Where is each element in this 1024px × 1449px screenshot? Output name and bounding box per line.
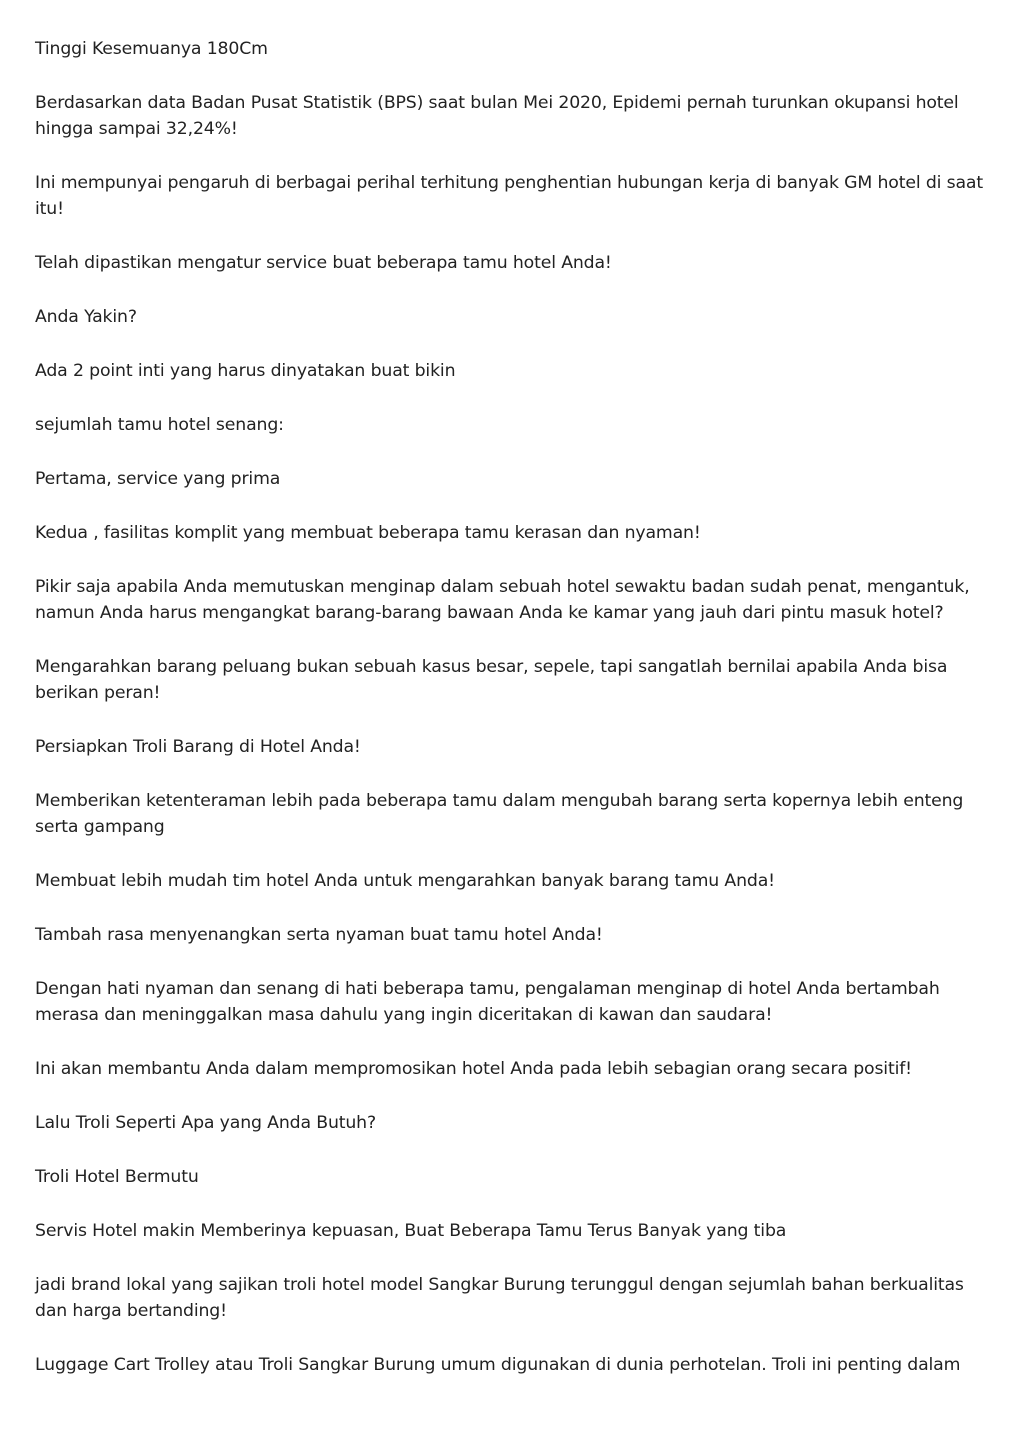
paragraph-easier-team: Membuat lebih mudah tim hotel Anda untuk mengarahkan banyak barang tamu Anda! <box>35 871 775 891</box>
paragraph-luggage-cart: Luggage Cart Trolley atau Troli Sangkar Burung umum digunakan di dunia perhotelan. Troli ini penting dalam <box>35 1355 961 1375</box>
paragraph-promote: Ini akan membantu Anda dalam mempromosikan hotel Anda pada lebih sebagian orang secara positif! <box>35 1059 912 1079</box>
document-body <box>35 36 995 1406</box>
paragraph-quality-trolley: Troli Hotel Bermutu <box>35 1167 199 1187</box>
paragraph-are-you-sure: Anda Yakin? <box>35 307 137 327</box>
paragraph-service-satisfaction: Servis Hotel makin Memberinya kepuasan, Buat Beberapa Tamu Terus Banyak yang tiba <box>35 1221 787 1241</box>
paragraph-which-trolley: Lalu Troli Seperti Apa yang Anda Butuh? <box>35 1113 376 1133</box>
paragraph-local-brand: jadi brand lokal yang sajikan troli hotel model Sangkar Burung terunggul dengan sejumlah bahan berkualitas dan harga bertanding! <box>35 1275 964 1321</box>
paragraph-pleasant: Tambah rasa menyenangkan serta nyaman buat tamu hotel Anda! <box>35 925 603 945</box>
paragraph-second-point: Kedua , fasilitas komplit yang membuat beberapa tamu kerasan dan nyaman! <box>35 523 701 543</box>
paragraph-comfort: Memberikan ketenteraman lebih pada beberapa tamu dalam mengubah barang serta kopernya lebih enteng serta gampang <box>35 791 964 837</box>
paragraph-first-point: Pertama, service yang prima <box>35 469 281 489</box>
paragraph-luggage-handling: Mengarahkan barang peluang bukan sebuah kasus besar, sepele, tapi sangatlah bernilai apabila Anda bisa berikan peran! <box>35 657 948 703</box>
paragraph-guests-happy: sejumlah tamu hotel senang: <box>35 415 284 435</box>
paragraph-experience: Dengan hati nyaman dan senang di hati beberapa tamu, pengalaman menginap di hotel Anda bertambah merasa dan meninggalkan masa dahulu yang ingin diceritakan di kawan dan saudara! <box>35 979 940 1025</box>
paragraph-bps-occupancy: Berdasarkan data Badan Pusat Statistik (BPS) saat bulan Mei 2020, Epidemi pernah turunkan okupansi hotel hingga sampai 32,24%! <box>35 93 959 139</box>
paragraph-impact: Ini mempunyai pengaruh di berbagai perihal terhitung penghentian hubungan kerja di banyak GM hotel di saat itu! <box>35 173 983 219</box>
paragraph-prepare-trolley: Persiapkan Troli Barang di Hotel Anda! <box>35 737 361 757</box>
paragraph-imagine: Pikir saja apabila Anda memutuskan menginap dalam sebuah hotel sewaktu badan sudah penat, mengantuk, namun Anda harus mengangkat barang-barang bawaan Anda ke kamar yang jauh dari pintu masuk hotel? <box>35 577 970 623</box>
paragraph-height: Tinggi Kesemuanya 180Cm <box>35 39 268 59</box>
paragraph-two-points: Ada 2 point inti yang harus dinyatakan buat bikin <box>35 361 456 381</box>
paragraph-service: Telah dipastikan mengatur service buat beberapa tamu hotel Anda! <box>35 253 612 273</box>
